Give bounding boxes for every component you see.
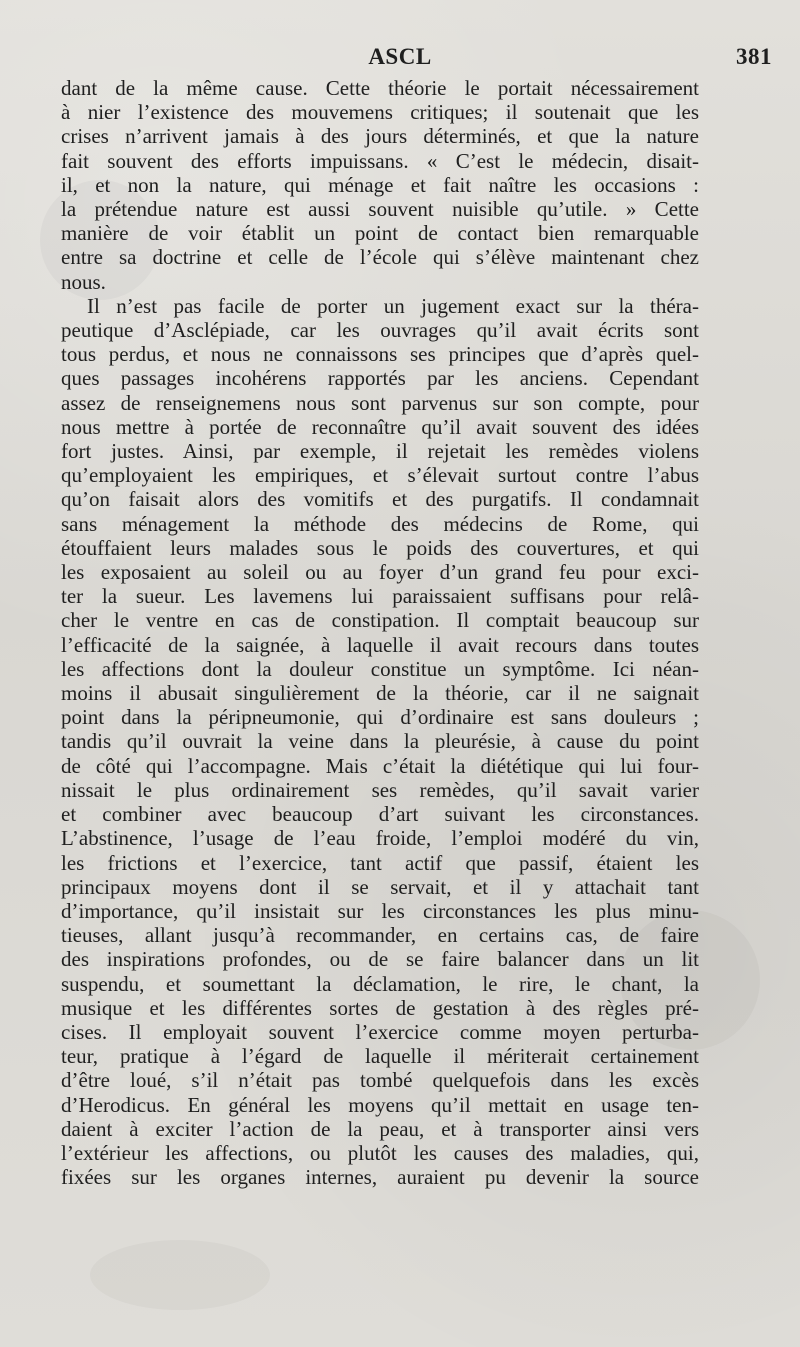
- text-line: étouffaient leurs malades sous le poids des couvertures, et qui: [61, 535, 699, 560]
- text-line: les exposaient au soleil ou au foyer d’un grand feu pour exci-: [61, 560, 699, 585]
- text-line: dant de la même cause. Cette théorie le portait nécessairement: [61, 76, 699, 100]
- text-line: suspendu, et soumettant la déclamation, le rire, le chant, la: [61, 971, 699, 996]
- text-line: de côté qui l’accompagne. Mais c’était la diététique qui lui four-: [61, 753, 699, 778]
- text-line: ter la sueur. Les lavemens lui paraissaient suffisans pour relâ-: [61, 584, 699, 609]
- text-line: nous mettre à portée de reconnaître qu’il avait souvent des idées: [61, 414, 699, 439]
- text-line: fort justes. Ainsi, par exemple, il rejetait les remèdes violens: [61, 439, 699, 464]
- text-line: daient à exciter l’action de la peau, et à transporter ainsi vers: [61, 1116, 699, 1141]
- text-line: cises. Il employait souvent l’exercice comme moyen perturba-: [61, 1019, 699, 1044]
- text-line: L’abstinence, l’usage de l’eau froide, l’emploi modéré du vin,: [61, 826, 699, 851]
- text-line: teur, pratique à l’égard de laquelle il mériterait certainement: [61, 1044, 699, 1069]
- text-line: nous.: [61, 269, 106, 294]
- paragraph-1: [61, 76, 699, 294]
- text-line: entre sa doctrine et celle de l’école qui s’élève maintenant chez: [61, 245, 699, 270]
- text-line: assez de renseignemens nous sont parvenus sur son compte, pour: [61, 390, 699, 415]
- text-line: l’efficacité de la saignée, à laquelle il avait recours dans toutes: [61, 632, 699, 657]
- text-line: manière de voir établit un point de contact bien remarquable: [61, 221, 699, 246]
- text-line: tieuses, allant jusqu’à recommander, en certains cas, de faire: [61, 923, 699, 948]
- text-line: cher le ventre en cas de constipation. Il comptait beaucoup sur: [61, 608, 699, 633]
- text-line: principaux moyens dont il se servait, et il y attachait tant: [61, 874, 699, 899]
- text-line: musique et les différentes sortes de gestation à des règles pré-: [61, 995, 699, 1020]
- text-line: la prétendue nature est aussi souvent nuisible qu’utile. » Cette: [61, 197, 699, 222]
- text-line: l’extérieur les affections, ou plutôt les causes des maladies, qui,: [61, 1140, 699, 1165]
- text-line: Il n’est pas facile de porter un jugement exact sur la théra-: [87, 293, 699, 318]
- paragraph-2: [61, 294, 699, 1190]
- text-line: nissait le plus ordinairement ses remèdes, qu’il savait varier: [61, 777, 699, 802]
- text-line: point dans la péripneumonie, qui d’ordinaire est sans douleurs ;: [61, 705, 699, 730]
- text-line: les affections dont la douleur constitue un symptôme. Ici néan-: [61, 656, 699, 681]
- text-line: sans ménagement la méthode des médecins de Rome, qui: [61, 511, 699, 536]
- text-line: fait souvent des efforts impuissans. « C’est le médecin, disait-: [61, 148, 699, 173]
- text-line: d’importance, qu’il insistait sur les circonstances les plus minu-: [61, 898, 699, 923]
- text-line: ques passages incohérens rapportés par les anciens. Cependant: [61, 366, 699, 391]
- text-line: d’Herodicus. En général les moyens qu’il mettait en usage ten-: [61, 1092, 699, 1117]
- page-header: [0, 44, 800, 74]
- text-line: à nier l’existence des mouvemens critiques; il soutenait que les: [61, 100, 699, 125]
- text-line: qu’employaient les empiriques, et s’élevait surtout contre l’abus: [61, 463, 699, 488]
- text-line: tandis qu’il ouvrait la veine dans la pleurésie, à cause du point: [61, 729, 699, 754]
- text-line: crises n’arrivent jamais à des jours déterminés, et que la nature: [61, 124, 699, 149]
- text-line: qu’on faisait alors des vomitifs et des purgatifs. Il condamnait: [61, 487, 699, 512]
- text-line: moins il abusait singulièrement de la théorie, car il ne saignait: [61, 681, 699, 706]
- text-line: peutique d’Asclépiade, car les ouvrages qu’il avait écrits sont: [61, 318, 699, 343]
- page-number: 381: [736, 44, 772, 69]
- text-line: et combiner avec beaucoup d’art suivant les circonstances.: [61, 802, 699, 827]
- running-head: ASCL: [368, 44, 432, 69]
- text-line: il, et non la nature, qui ménage et fait naître les occasions :: [61, 172, 699, 197]
- body-text: [61, 76, 699, 1189]
- text-line: les frictions et l’exercice, tant actif que passif, étaient les: [61, 850, 699, 875]
- text-line: d’être loué, s’il n’était pas tombé quelquefois dans les excès: [61, 1068, 699, 1093]
- text-line: fixées sur les organes internes, auraient pu devenir la source: [61, 1165, 699, 1190]
- text-line: tous perdus, et nous ne connaissons ses principes que d’après quel-: [61, 342, 699, 367]
- text-line: des inspirations profondes, ou de se faire balancer dans un lit: [61, 947, 699, 972]
